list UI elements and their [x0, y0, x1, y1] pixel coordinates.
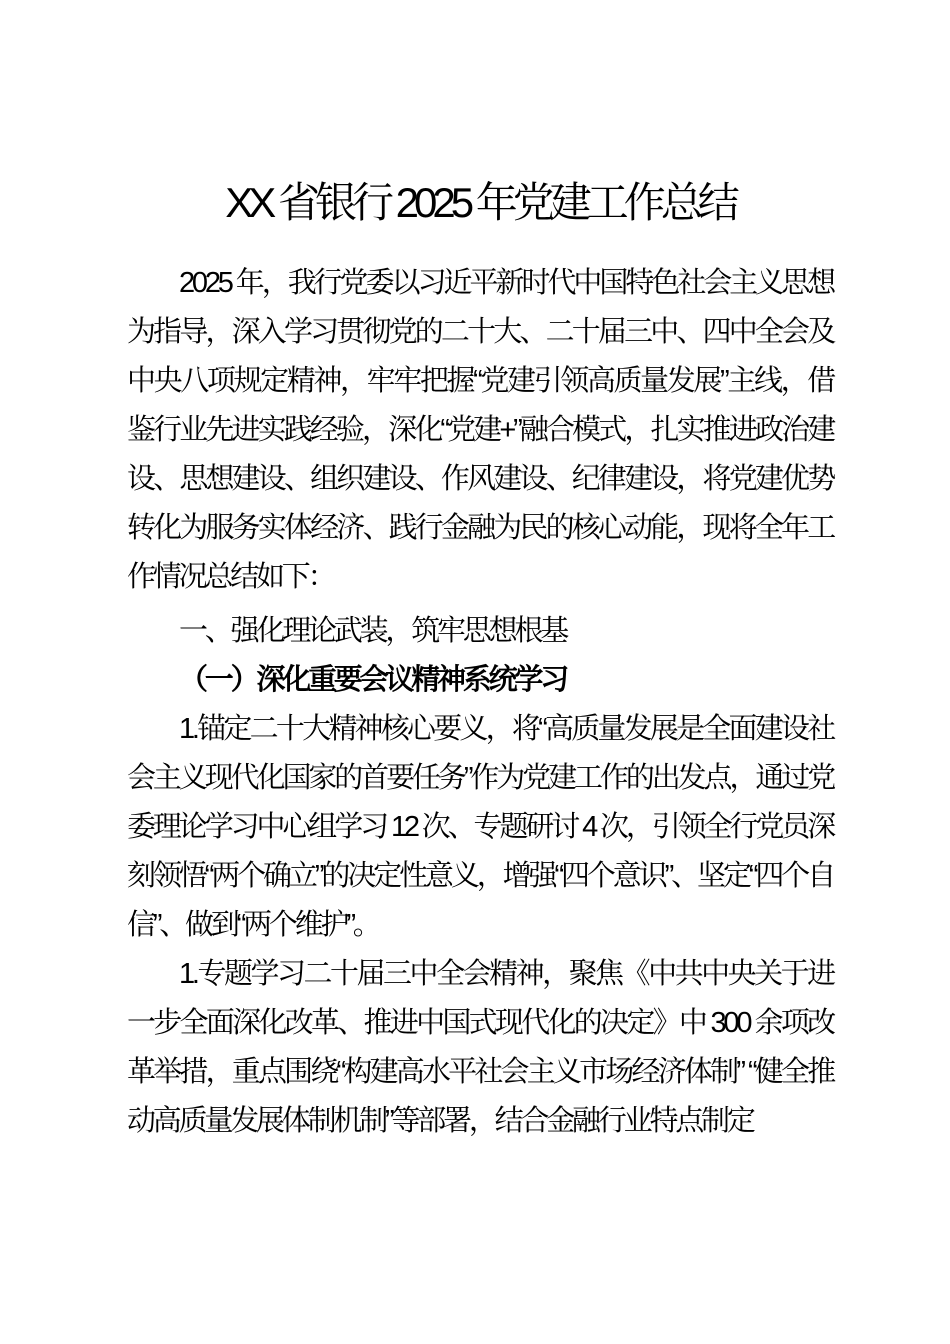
document-title: XX 省银行 2025 年党建工作总结 [225, 179, 735, 226]
section-heading-1: 一、强化理论武装，筑牢思想根基 [179, 615, 567, 647]
subsection-heading-1-1: （一）深化重要会议精神系统学习 [179, 664, 567, 696]
paragraph-intro: 2025 年，我行党委以习近平新时代中国特色社会主义思想为指导，深入学习贯彻党的二十大、二十届三中、四中全会及中央八项规定精神，牢牢把握“党建引领高质量发展”主线，借鉴行业先进实践经验，深化“党建+”融合模式，扎实推进政治建设、思想建设、组织建设、作风建设、纪律建设，将党建优势转化为服务实体经济、践行金融为民的核心动能，现将全年工作情况总结如下： [127, 267, 833, 593]
paragraph-study-1: 1.锚定二十大精神核心要义，将“高质量发展是全面建设社会主义现代化国家的首要任务”作为党建工作的出发点，通过党委理论学习中心组学习 12 次、专题研讨 4 次，引领全行党员深刻领悟“两个确立”的决定性意义，增强“四个意识”、坚定“四个自信”、做到“两个维护”。 [127, 713, 833, 941]
paragraph-study-2: 1.专题学习二十届三中全会精神，聚焦《中共中央关于进一步全面深化改革、推进中国式现代化的决定》中 300 余项改革举措，重点围绕“构建高水平社会主义市场经济体制” “健全推动高质量发展体制机制”等部署，结合金融行业特点制定 [127, 958, 833, 1137]
